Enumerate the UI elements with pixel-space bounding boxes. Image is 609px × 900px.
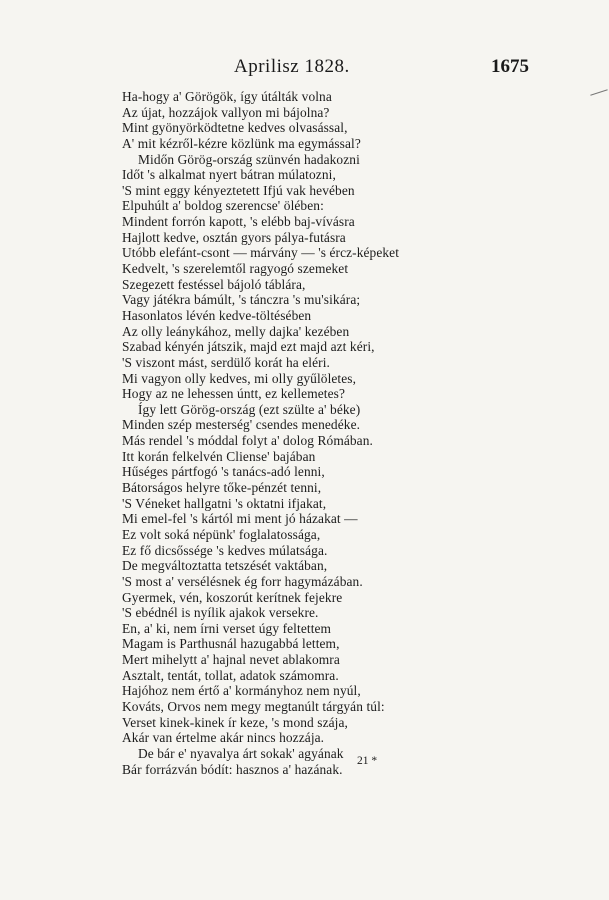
poem-line: Minden szép mesterség' csendes menedéke. (122, 417, 361, 433)
poem-line: Hűséges pártfogó 's tanács-adó lenni, (122, 464, 325, 480)
poem-line: Kedvelt, 's szerelemtől ragyogó szemeket (122, 261, 349, 277)
poem-line: Hajlott kedve, osztán gyors pálya-futásra (122, 229, 346, 245)
poem-line: Az olly leánykához, melly dajka' kezében (122, 323, 350, 339)
poem-line: Elpuhúlt a' boldog szerencse' ölében: (122, 198, 324, 214)
poem-text (122, 89, 442, 777)
poem-line: Más rendel 's móddal folyt a' dolog Rómában. (122, 433, 373, 449)
poem-line: Mindent forrón kapott, 's elébb baj-vívásra (122, 214, 355, 230)
poem-line: De megváltoztatta tetszését vaktában, (122, 558, 328, 574)
poem-line: Hasonlatos lévén kedve-töltésében (122, 307, 312, 323)
poem-line: Szegezett festéssel bájoló táblára, (122, 276, 306, 292)
poem-line: Mert mihelytt a' hajnal nevet ablakomra (122, 652, 340, 668)
poem-line: De bár e' nyavalya árt sokak' agyának (138, 745, 344, 761)
poem-line: En, a' ki, nem írni verset úgy feltettem (122, 620, 332, 636)
poem-line: A' mit kézről-kézre közlünk ma egymással? (122, 135, 361, 151)
poem-line: Bátorságos helyre tőke-pénzét tenni, (122, 480, 322, 496)
poem-line: Szabad kényén játszik, majd ezt majd azt kéri, (122, 339, 375, 355)
poem-line: Mint gyönyörködtetne kedves olvasással, (122, 120, 348, 136)
poem-line: Hajóhoz nem értő a' kormányhoz nem nyúl, (122, 683, 361, 699)
poem-line: Ez volt soká népünk' foglalatossága, (122, 526, 321, 542)
poem-line: Ez fő dicsőssége 's kedves múlatsága. (122, 542, 328, 558)
poem-line: Hogy az ne lehessen úntt, ez kellemetes? (122, 386, 345, 402)
poem-line: 'S most a' versélésnek ég forr hagymázában. (122, 573, 363, 589)
poem-line: Kováts, Orvos nem megy megtanúlt tárgyán túl: (122, 698, 385, 714)
poem-line: Mi emel-fel 's kártól mi ment jó házakat — (122, 511, 358, 527)
poem-line: 'S Véneket hallgatni 's oktatni ifjakat, (122, 495, 327, 511)
poem-line: Verset kinek-kinek ír keze, 's mond szája, (122, 714, 348, 730)
running-head (0, 50, 609, 80)
poem-line: Magam is Parthusnál hazugabbá lettem, (122, 636, 340, 652)
poem-line: 'S mint eggy kényeztetett Ifjú vak hevében (122, 182, 355, 198)
running-title: Aprilisz 1828. (234, 56, 350, 77)
poem-line: Itt korán felkelvén Cliense' bajában (122, 448, 316, 464)
poem-line: 'S ebédnél is nyílik ajakok versekre. (122, 605, 319, 621)
poem-line: Az újat, hozzájok vallyon mi bájolna? (122, 104, 330, 120)
poem-line: Gyermek, vén, koszorút kerítnek fejekre (122, 589, 343, 605)
poem-line: Bár forrázván bódít: hasznos a' hazának. (122, 761, 343, 777)
poem-line: Ha-hogy a' Görögök, így útálták volna (122, 89, 332, 104)
margin-mark (590, 89, 607, 96)
poem-line: Mi vagyon olly kedves, mi olly gyűlöletes, (122, 370, 357, 386)
poem-line: Akár van értelme akár nincs hozzája. (122, 730, 325, 746)
poem-line: Vagy játékra bámúlt, 's tánczra 's mu'sikára; (122, 292, 361, 308)
poem-line: 'S viszont mást, serdülő korát ha eléri. (122, 354, 330, 370)
signature-mark: 21 * (357, 755, 378, 767)
poem-line: Asztalt, tentát, tollat, adatok számomra. (122, 667, 339, 683)
poem-line: Midőn Görög-ország szünvén hadakozni (138, 151, 360, 167)
page-number: 1675 (491, 56, 529, 77)
poem-line: Utóbb elefánt-csont — márvány — 's ércz-képeket (122, 245, 400, 261)
poem-line: Így lett Görög-ország (ezt szülte a' béke) (138, 401, 361, 417)
poem-line: Időt 's alkalmat nyert bátran múlatozni, (122, 167, 336, 183)
